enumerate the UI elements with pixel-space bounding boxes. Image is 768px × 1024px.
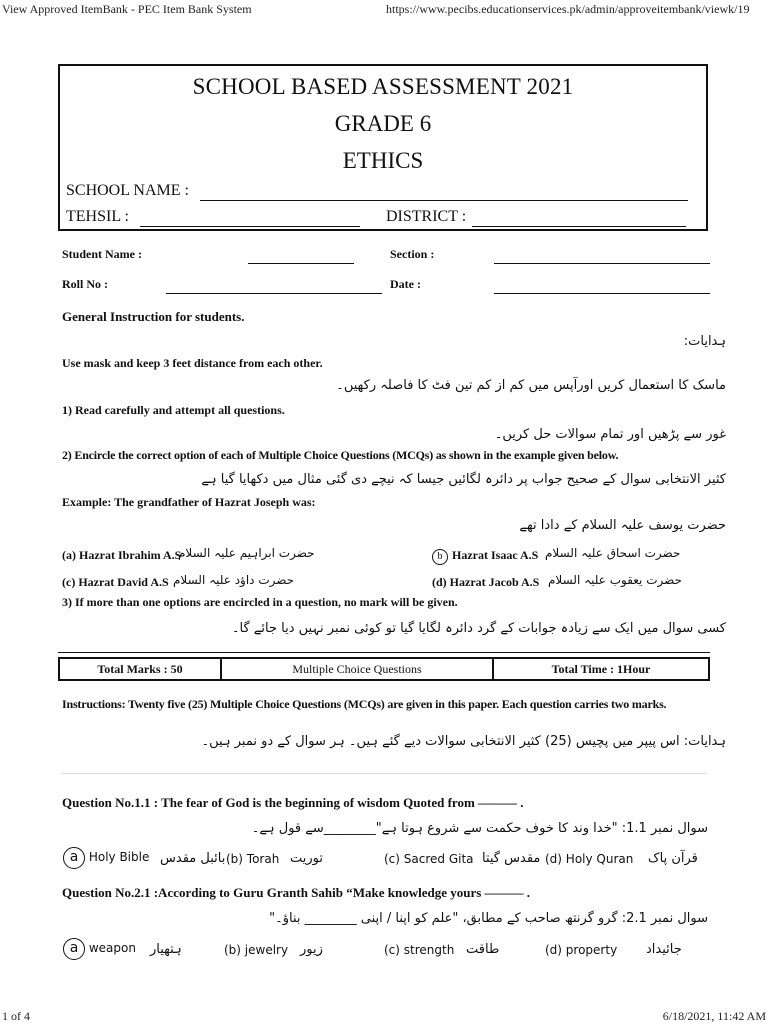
q2-option-c[interactable]: (c) strength bbox=[384, 943, 455, 957]
q2-option-b-urdu: زیور bbox=[300, 942, 323, 957]
mcq-instructions: Instructions: Twenty five (25) Multiple Choice Questions (MCQs) are given in this paper. Each question carries two marks. bbox=[62, 697, 667, 711]
roll-no-line[interactable] bbox=[166, 293, 382, 294]
marks-bar bbox=[58, 657, 710, 681]
question-2-text: Question No.2.1 :According to Guru Granth Sahib “Make knowledge yours ——— . bbox=[62, 885, 531, 900]
q1-option-a[interactable] bbox=[63, 847, 149, 869]
question-1-urdu: سوال نمبر 1.1: "خدا وند کا خوف حکمت سے شروع ہوتا ہے"________سے قول ہے۔ bbox=[251, 821, 708, 836]
tehsil-line[interactable] bbox=[140, 226, 360, 227]
q2-option-c-urdu: طاقت bbox=[466, 942, 500, 957]
instruction-line-1-urdu: ماسک کا استعمال کریں اورآپس میں کم از کم تین فٹ کا فاصلہ رکھیں۔ bbox=[336, 378, 726, 393]
instructions-heading-urdu: ہدایات: bbox=[683, 334, 726, 349]
section-label: Section : bbox=[390, 247, 435, 261]
q1-option-a-urdu: بائبل مقدس bbox=[160, 851, 226, 866]
question-1-text: Question No.1.1 : The fear of God is the beginning of wisdom Quoted from ——— . bbox=[62, 795, 524, 810]
instruction-line-4: 3) If more than one options are encircled in a question, no mark will be given. bbox=[62, 595, 458, 609]
mcq-instructions-urdu: ہدایات: اس پیپر میں پچیس (25) کثیر الانتخابی سوالات دیے گئے ہیں۔ ہر سوال کے دو نمبر ہیں۔ bbox=[201, 734, 726, 749]
instruction-line-3: 2) Encircle the correct option of each of Multiple Choice Questions (MCQs) as shown in the example given below. bbox=[62, 448, 619, 462]
example-option-c-urdu: حضرت داؤد علیہ السلام bbox=[173, 573, 295, 587]
print-datetime: 6/18/2021, 11:42 AM bbox=[662, 1009, 766, 1023]
divider bbox=[58, 652, 710, 653]
subject-title: ETHICS bbox=[342, 148, 424, 173]
student-name-line[interactable] bbox=[248, 263, 354, 264]
exam-title: SCHOOL BASED ASSESSMENT 2021 bbox=[192, 74, 574, 99]
instruction-line-2: 1) Read carefully and attempt all questions. bbox=[62, 403, 285, 417]
instructions-heading: General Instruction for students. bbox=[62, 309, 245, 324]
page-url[interactable]: https://www.pecibs.educationservices.pk/admin/approveitembank/viewk/19 bbox=[386, 2, 750, 16]
instruction-line-4-urdu: کسی سوال میں ایک سے زیادہ جوابات کے گرد دائرہ لگایا گیا تو کوئی نمبر نہیں دیا جائے گا۔ bbox=[231, 621, 726, 636]
q2-option-a[interactable] bbox=[63, 938, 136, 960]
total-time: Total Time : 1Hour bbox=[551, 662, 651, 676]
q2-option-a-circle: a bbox=[63, 938, 85, 960]
q2-option-a-label: weapon bbox=[88, 941, 136, 955]
selected-answer-circle: b bbox=[432, 549, 448, 565]
district-line[interactable] bbox=[472, 226, 686, 227]
section-title: Multiple Choice Questions bbox=[292, 662, 422, 676]
q2-option-b[interactable]: (b) jewelry bbox=[224, 943, 289, 957]
q1-option-c-urdu: مقدس گیتا bbox=[482, 851, 541, 866]
example-option-a: (a) Hazrat Ibrahim A.S bbox=[62, 548, 182, 562]
student-name-label: Student Name : bbox=[62, 247, 142, 261]
separator-line bbox=[62, 773, 706, 774]
q1-option-a-circle: a bbox=[63, 847, 85, 869]
roll-no-label: Roll No : bbox=[62, 277, 108, 291]
page-title: View Approved ItemBank - PEC Item Bank System bbox=[2, 2, 252, 16]
q1-option-b-urdu: توریت bbox=[290, 851, 323, 866]
school-name-label: SCHOOL NAME : bbox=[66, 182, 189, 199]
section-line[interactable] bbox=[494, 263, 710, 264]
q1-option-d-urdu: قرآن پاک bbox=[648, 851, 698, 866]
q2-option-d-urdu: جائیداد bbox=[646, 942, 682, 957]
instruction-line-1: Use mask and keep 3 feet distance from each other. bbox=[62, 356, 323, 370]
page-counter: 1 of 4 bbox=[2, 1009, 30, 1023]
instruction-line-3-urdu: کثیر الانتخابی سوال کے صحیح جواب پر دائرہ لگائیں جیسا کہ نیچے دی گئی مثال میں دکھایا گیا ہے bbox=[201, 472, 726, 487]
total-marks: Total Marks : 50 bbox=[97, 662, 183, 676]
example-option-b-label: Hazrat Isaac A.S bbox=[452, 548, 539, 562]
example-question-urdu: حضرت یوسف علیہ السلام کے دادا تھے bbox=[519, 518, 726, 533]
example-option-c: (c) Hazrat David A.S bbox=[62, 575, 169, 589]
q1-option-a-label: Holy Bible bbox=[88, 850, 150, 864]
date-line[interactable] bbox=[494, 293, 710, 294]
example-option-d-urdu: حضرت یعقوب علیہ السلام bbox=[548, 573, 682, 587]
example-option-a-urdu: حضرت ابراہیم علیہ السلام bbox=[178, 546, 315, 560]
q2-option-a-urdu: ہتھیار bbox=[150, 942, 182, 957]
q1-option-c[interactable]: (c) Sacred Gita bbox=[384, 852, 474, 866]
example-option-b-urdu: حضرت اسحاق علیہ السلام bbox=[545, 546, 681, 560]
district-label: DISTRICT : bbox=[386, 208, 467, 225]
school-name-line[interactable] bbox=[200, 200, 688, 201]
instruction-line-2-urdu: غور سے پڑھیں اور تمام سوالات حل کریں۔ bbox=[494, 427, 726, 442]
date-label: Date : bbox=[390, 277, 421, 291]
example-option-b bbox=[432, 546, 538, 565]
q1-option-b[interactable]: (b) Torah bbox=[226, 852, 280, 866]
tehsil-label: TEHSIL : bbox=[66, 208, 129, 225]
q1-option-d[interactable]: (d) Holy Quran bbox=[545, 852, 634, 866]
example-option-d: (d) Hazrat Jacob A.S bbox=[432, 575, 540, 589]
title-box bbox=[58, 64, 708, 231]
example-question: Example: The grandfather of Hazrat Joseph was: bbox=[62, 495, 316, 509]
question-2-urdu: سوال نمبر 2.1: گرو گرنتھ صاحب کے مطابق، "علم کو اپنا / اپنی ________ بناؤ۔" bbox=[269, 911, 708, 926]
grade-title: GRADE 6 bbox=[334, 111, 432, 136]
q2-option-d[interactable]: (d) property bbox=[545, 943, 618, 957]
